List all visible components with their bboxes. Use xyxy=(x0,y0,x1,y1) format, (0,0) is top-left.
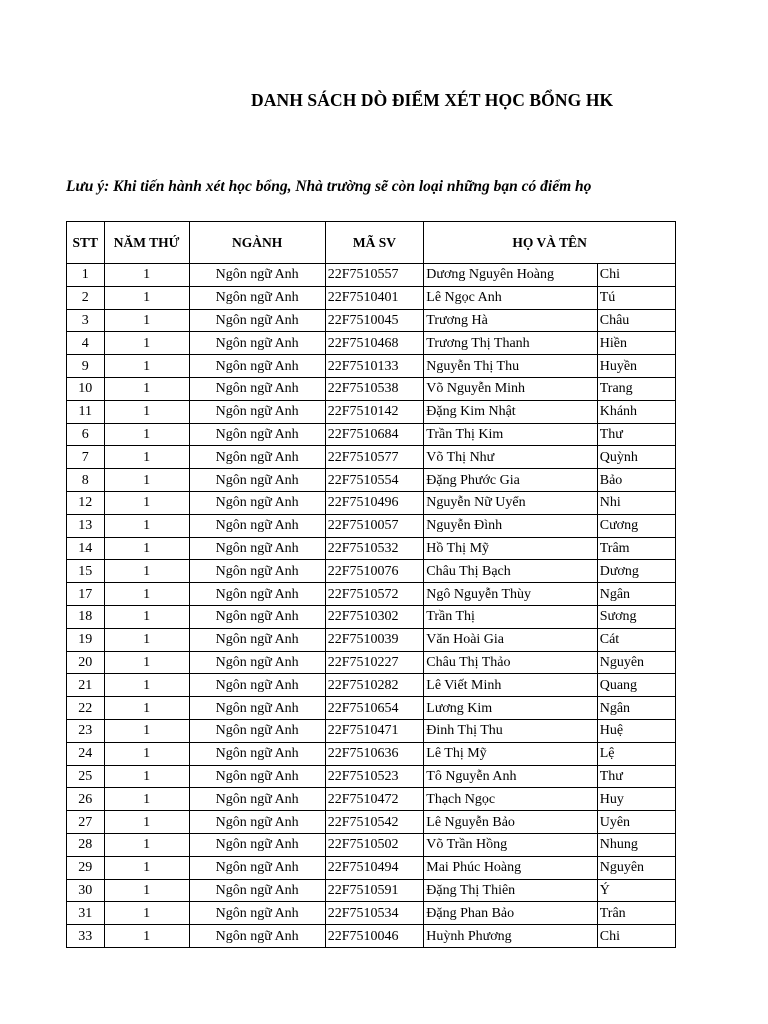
cell-ho-dem: Võ Nguyễn Minh xyxy=(424,377,597,400)
cell-nam-thu: 1 xyxy=(104,355,189,378)
cell-ma-sv: 22F7510636 xyxy=(325,742,424,765)
cell-nganh: Ngôn ngữ Anh xyxy=(189,651,325,674)
cell-nam-thu: 1 xyxy=(104,491,189,514)
scholarship-table xyxy=(66,221,676,948)
cell-ma-sv: 22F7510302 xyxy=(325,605,424,628)
cell-ten: Nhung xyxy=(597,833,675,856)
cell-ho-dem: Lê Nguyễn Bảo xyxy=(424,811,597,834)
cell-ho-dem: Lê Thị Mỹ xyxy=(424,742,597,765)
cell-ten: Huy xyxy=(597,788,675,811)
cell-nganh: Ngôn ngữ Anh xyxy=(189,674,325,697)
cell-ho-dem: Võ Thị Như xyxy=(424,446,597,469)
cell-nam-thu: 1 xyxy=(104,856,189,879)
table-row xyxy=(67,697,676,720)
cell-nganh: Ngôn ngữ Anh xyxy=(189,514,325,537)
cell-nganh: Ngôn ngữ Anh xyxy=(189,719,325,742)
cell-ma-sv: 22F7510554 xyxy=(325,469,424,492)
cell-stt: 27 xyxy=(67,811,105,834)
table-row xyxy=(67,377,676,400)
cell-ten: Trân xyxy=(597,902,675,925)
cell-ten: Châu xyxy=(597,309,675,332)
cell-ten: Lệ xyxy=(597,742,675,765)
cell-ho-dem: Châu Thị Thảo xyxy=(424,651,597,674)
cell-ho-dem: Trần Thị Kim xyxy=(424,423,597,446)
cell-nganh: Ngôn ngữ Anh xyxy=(189,697,325,720)
cell-stt: 25 xyxy=(67,765,105,788)
cell-ho-dem: Dương Nguyên Hoàng xyxy=(424,264,597,287)
cell-nganh: Ngôn ngữ Anh xyxy=(189,309,325,332)
table-row xyxy=(67,674,676,697)
cell-stt: 24 xyxy=(67,742,105,765)
table-row xyxy=(67,833,676,856)
cell-nganh: Ngôn ngữ Anh xyxy=(189,400,325,423)
cell-nganh: Ngôn ngữ Anh xyxy=(189,811,325,834)
cell-ma-sv: 22F7510557 xyxy=(325,264,424,287)
table-body xyxy=(67,264,676,948)
table-row xyxy=(67,264,676,287)
cell-ten: Cương xyxy=(597,514,675,537)
cell-nam-thu: 1 xyxy=(104,537,189,560)
table-row xyxy=(67,446,676,469)
cell-stt: 7 xyxy=(67,446,105,469)
header-nam-thu: NĂM THỨ xyxy=(104,222,189,264)
cell-nam-thu: 1 xyxy=(104,286,189,309)
cell-ho-dem: Châu Thị Bạch xyxy=(424,560,597,583)
cell-stt: 10 xyxy=(67,377,105,400)
cell-ho-dem: Đặng Phan Bảo xyxy=(424,902,597,925)
cell-stt: 28 xyxy=(67,833,105,856)
cell-ho-dem: Văn Hoài Gia xyxy=(424,628,597,651)
cell-ten: Huệ xyxy=(597,719,675,742)
table-row xyxy=(67,811,676,834)
cell-nganh: Ngôn ngữ Anh xyxy=(189,742,325,765)
cell-ho-dem: Đặng Thị Thiên xyxy=(424,879,597,902)
cell-stt: 6 xyxy=(67,423,105,446)
cell-nam-thu: 1 xyxy=(104,605,189,628)
cell-stt: 20 xyxy=(67,651,105,674)
cell-ma-sv: 22F7510472 xyxy=(325,788,424,811)
cell-nganh: Ngôn ngữ Anh xyxy=(189,469,325,492)
cell-stt: 14 xyxy=(67,537,105,560)
cell-nganh: Ngôn ngữ Anh xyxy=(189,332,325,355)
cell-ho-dem: Đinh Thị Thu xyxy=(424,719,597,742)
cell-ma-sv: 22F7510142 xyxy=(325,400,424,423)
cell-nganh: Ngôn ngữ Anh xyxy=(189,377,325,400)
table-row xyxy=(67,742,676,765)
table-row xyxy=(67,879,676,902)
cell-stt: 18 xyxy=(67,605,105,628)
cell-stt: 23 xyxy=(67,719,105,742)
table-row xyxy=(67,537,676,560)
cell-nam-thu: 1 xyxy=(104,811,189,834)
cell-nganh: Ngôn ngữ Anh xyxy=(189,491,325,514)
table-row xyxy=(67,719,676,742)
cell-stt: 33 xyxy=(67,925,105,948)
cell-stt: 11 xyxy=(67,400,105,423)
table-row xyxy=(67,856,676,879)
cell-ho-dem: Hồ Thị Mỹ xyxy=(424,537,597,560)
cell-stt: 26 xyxy=(67,788,105,811)
cell-nganh: Ngôn ngữ Anh xyxy=(189,537,325,560)
cell-nam-thu: 1 xyxy=(104,583,189,606)
cell-ma-sv: 22F7510502 xyxy=(325,833,424,856)
cell-stt: 3 xyxy=(67,309,105,332)
cell-nam-thu: 1 xyxy=(104,469,189,492)
cell-ho-dem: Đặng Phước Gia xyxy=(424,469,597,492)
cell-ten: Dương xyxy=(597,560,675,583)
cell-ho-dem: Nguyễn Đình xyxy=(424,514,597,537)
cell-ten: Quang xyxy=(597,674,675,697)
cell-nam-thu: 1 xyxy=(104,628,189,651)
cell-nganh: Ngôn ngữ Anh xyxy=(189,902,325,925)
cell-ma-sv: 22F7510496 xyxy=(325,491,424,514)
cell-stt: 12 xyxy=(67,491,105,514)
cell-ten: Huyền xyxy=(597,355,675,378)
cell-ten: Hiền xyxy=(597,332,675,355)
cell-ho-dem: Lương Kim xyxy=(424,697,597,720)
cell-stt: 21 xyxy=(67,674,105,697)
cell-nam-thu: 1 xyxy=(104,514,189,537)
cell-ten: Uyên xyxy=(597,811,675,834)
cell-ho-dem: Thạch Ngọc xyxy=(424,788,597,811)
table-row xyxy=(67,628,676,651)
cell-nam-thu: 1 xyxy=(104,423,189,446)
cell-nam-thu: 1 xyxy=(104,788,189,811)
cell-stt: 15 xyxy=(67,560,105,583)
header-nganh: NGÀNH xyxy=(189,222,325,264)
header-ho-va-ten: HỌ VÀ TÊN xyxy=(424,222,676,264)
cell-nam-thu: 1 xyxy=(104,446,189,469)
cell-nganh: Ngôn ngữ Anh xyxy=(189,788,325,811)
cell-ma-sv: 22F7510538 xyxy=(325,377,424,400)
cell-nganh: Ngôn ngữ Anh xyxy=(189,628,325,651)
cell-ho-dem: Đặng Kim Nhật xyxy=(424,400,597,423)
cell-ho-dem: Ngô Nguyễn Thùy xyxy=(424,583,597,606)
cell-nam-thu: 1 xyxy=(104,377,189,400)
cell-ho-dem: Lê Ngọc Anh xyxy=(424,286,597,309)
table-row xyxy=(67,286,676,309)
cell-nam-thu: 1 xyxy=(104,332,189,355)
cell-ma-sv: 22F7510133 xyxy=(325,355,424,378)
cell-ma-sv: 22F7510468 xyxy=(325,332,424,355)
cell-ho-dem: Mai Phúc Hoàng xyxy=(424,856,597,879)
cell-nam-thu: 1 xyxy=(104,674,189,697)
cell-ten: Chi xyxy=(597,264,675,287)
cell-ma-sv: 22F7510045 xyxy=(325,309,424,332)
cell-ten: Khánh xyxy=(597,400,675,423)
table-row xyxy=(67,902,676,925)
cell-ten: Sương xyxy=(597,605,675,628)
document-title: DANH SÁCH DÒ ĐIỂM XÉT HỌC BỔNG HK xyxy=(251,90,614,110)
cell-nam-thu: 1 xyxy=(104,879,189,902)
cell-ma-sv: 22F7510046 xyxy=(325,925,424,948)
cell-ma-sv: 22F7510282 xyxy=(325,674,424,697)
cell-stt: 31 xyxy=(67,902,105,925)
cell-ma-sv: 22F7510572 xyxy=(325,583,424,606)
cell-nganh: Ngôn ngữ Anh xyxy=(189,925,325,948)
cell-ho-dem: Lê Viết Minh xyxy=(424,674,597,697)
cell-nam-thu: 1 xyxy=(104,833,189,856)
cell-ten: Trâm xyxy=(597,537,675,560)
cell-nganh: Ngôn ngữ Anh xyxy=(189,355,325,378)
cell-nam-thu: 1 xyxy=(104,651,189,674)
cell-nam-thu: 1 xyxy=(104,560,189,583)
cell-nam-thu: 1 xyxy=(104,264,189,287)
cell-ho-dem: Trương Hà xyxy=(424,309,597,332)
cell-nam-thu: 1 xyxy=(104,925,189,948)
cell-ma-sv: 22F7510401 xyxy=(325,286,424,309)
cell-ma-sv: 22F7510684 xyxy=(325,423,424,446)
cell-stt: 1 xyxy=(67,264,105,287)
cell-nganh: Ngôn ngữ Anh xyxy=(189,423,325,446)
cell-nganh: Ngôn ngữ Anh xyxy=(189,833,325,856)
table-row xyxy=(67,765,676,788)
cell-ten: Ngân xyxy=(597,583,675,606)
cell-ten: Trang xyxy=(597,377,675,400)
cell-ma-sv: 22F7510654 xyxy=(325,697,424,720)
cell-stt: 30 xyxy=(67,879,105,902)
cell-ma-sv: 22F7510542 xyxy=(325,811,424,834)
cell-nganh: Ngôn ngữ Anh xyxy=(189,583,325,606)
cell-ten: Ngân xyxy=(597,697,675,720)
cell-stt: 19 xyxy=(67,628,105,651)
cell-stt: 9 xyxy=(67,355,105,378)
cell-stt: 4 xyxy=(67,332,105,355)
cell-ten: Thư xyxy=(597,765,675,788)
table-row xyxy=(67,788,676,811)
cell-nam-thu: 1 xyxy=(104,902,189,925)
cell-nam-thu: 1 xyxy=(104,742,189,765)
table-row xyxy=(67,605,676,628)
table-row xyxy=(67,651,676,674)
cell-ten: Tú xyxy=(597,286,675,309)
cell-stt: 22 xyxy=(67,697,105,720)
table-row xyxy=(67,309,676,332)
cell-ho-dem: Trần Thị xyxy=(424,605,597,628)
cell-ma-sv: 22F7510076 xyxy=(325,560,424,583)
cell-nganh: Ngôn ngữ Anh xyxy=(189,446,325,469)
table-row xyxy=(67,925,676,948)
cell-nam-thu: 1 xyxy=(104,309,189,332)
table-row xyxy=(67,491,676,514)
header-stt: STT xyxy=(67,222,105,264)
cell-ma-sv: 22F7510577 xyxy=(325,446,424,469)
cell-ho-dem: Huỳnh Phương xyxy=(424,925,597,948)
cell-ma-sv: 22F7510039 xyxy=(325,628,424,651)
cell-ten: Nhi xyxy=(597,491,675,514)
cell-ten: Bảo xyxy=(597,469,675,492)
cell-ho-dem: Võ Trần Hồng xyxy=(424,833,597,856)
cell-ma-sv: 22F7510494 xyxy=(325,856,424,879)
table-row xyxy=(67,355,676,378)
cell-stt: 13 xyxy=(67,514,105,537)
table-row xyxy=(67,514,676,537)
table-row xyxy=(67,400,676,423)
cell-stt: 29 xyxy=(67,856,105,879)
cell-nganh: Ngôn ngữ Anh xyxy=(189,286,325,309)
cell-nganh: Ngôn ngữ Anh xyxy=(189,765,325,788)
cell-nganh: Ngôn ngữ Anh xyxy=(189,605,325,628)
table-row xyxy=(67,583,676,606)
cell-ten: Thư xyxy=(597,423,675,446)
cell-ma-sv: 22F7510523 xyxy=(325,765,424,788)
cell-nganh: Ngôn ngữ Anh xyxy=(189,264,325,287)
cell-ho-dem: Nguyễn Thị Thu xyxy=(424,355,597,378)
cell-nganh: Ngôn ngữ Anh xyxy=(189,560,325,583)
cell-ho-dem: Trương Thị Thanh xyxy=(424,332,597,355)
table-row xyxy=(67,469,676,492)
cell-nam-thu: 1 xyxy=(104,765,189,788)
cell-nam-thu: 1 xyxy=(104,719,189,742)
table-row xyxy=(67,332,676,355)
cell-ten: Ý xyxy=(597,879,675,902)
cell-stt: 8 xyxy=(67,469,105,492)
cell-ma-sv: 22F7510057 xyxy=(325,514,424,537)
document-note: Lưu ý: Khi tiến hành xét học bổng, Nhà trường sẽ còn loại những bạn có điểm họ xyxy=(66,178,592,195)
cell-nganh: Ngôn ngữ Anh xyxy=(189,879,325,902)
cell-ten: Cát xyxy=(597,628,675,651)
cell-ten: Nguyên xyxy=(597,651,675,674)
cell-stt: 17 xyxy=(67,583,105,606)
cell-ho-dem: Tô Nguyễn Anh xyxy=(424,765,597,788)
table-row xyxy=(67,423,676,446)
cell-ten: Chi xyxy=(597,925,675,948)
cell-nam-thu: 1 xyxy=(104,697,189,720)
table-row xyxy=(67,560,676,583)
cell-ma-sv: 22F7510591 xyxy=(325,879,424,902)
cell-nganh: Ngôn ngữ Anh xyxy=(189,856,325,879)
cell-ma-sv: 22F7510471 xyxy=(325,719,424,742)
table-header-row xyxy=(67,222,676,264)
cell-ma-sv: 22F7510532 xyxy=(325,537,424,560)
cell-ten: Quỳnh xyxy=(597,446,675,469)
cell-ho-dem: Nguyễn Nữ Uyển xyxy=(424,491,597,514)
cell-ma-sv: 22F7510227 xyxy=(325,651,424,674)
cell-ten: Nguyên xyxy=(597,856,675,879)
cell-nam-thu: 1 xyxy=(104,400,189,423)
header-ma-sv: MÃ SV xyxy=(325,222,424,264)
cell-ma-sv: 22F7510534 xyxy=(325,902,424,925)
cell-stt: 2 xyxy=(67,286,105,309)
